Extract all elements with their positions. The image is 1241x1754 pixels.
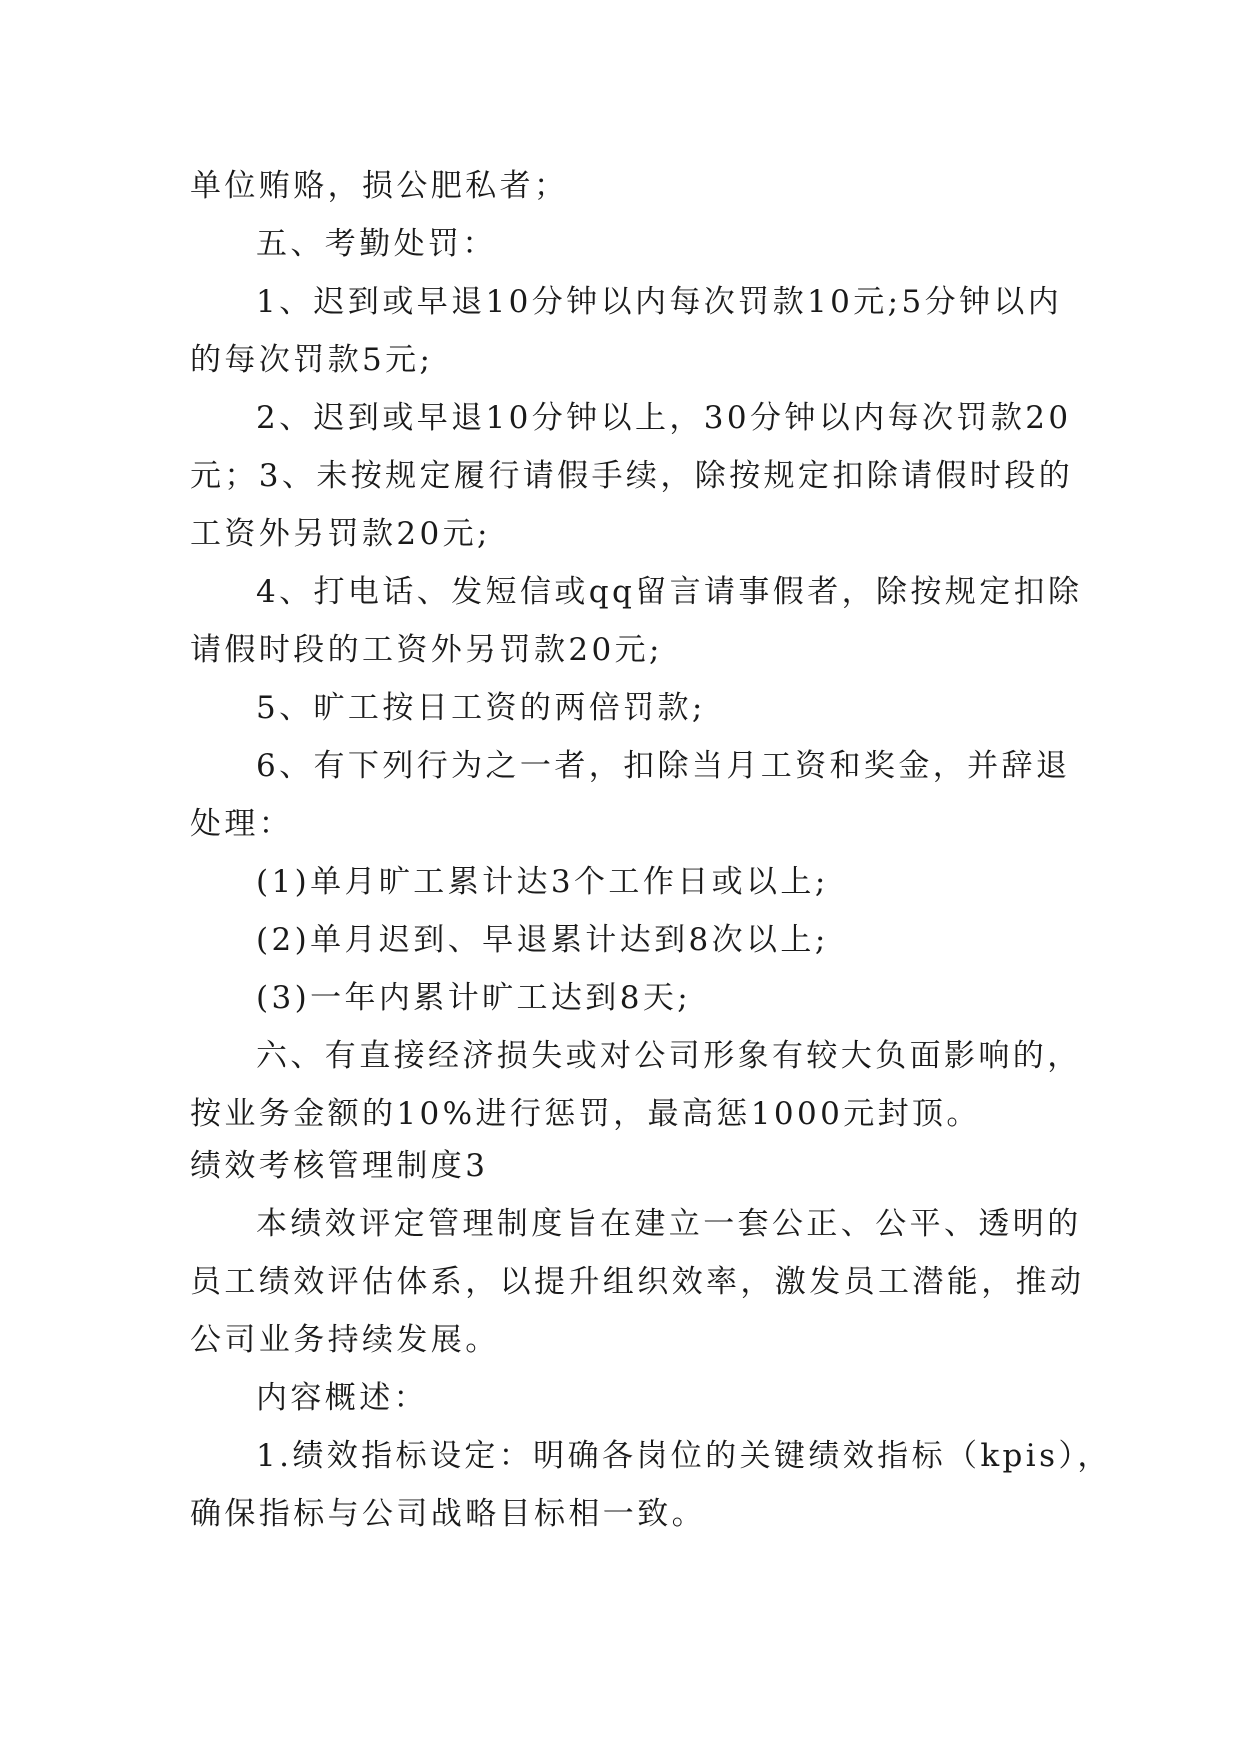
paragraph-line: 公司业务持续发展。 [190, 1322, 500, 1358]
paragraph-line: 本绩效评定管理制度旨在建立一套公正、公平、透明的 [256, 1206, 1082, 1242]
list-item-line: 6、有下列行为之一者，扣除当月工资和奖金，并辞退 [256, 748, 1071, 784]
section-heading: 六、有直接经济损失或对公司形象有较大负面影响的， [256, 1038, 1082, 1074]
list-item-line: 工资外另罚款20元; [190, 516, 491, 552]
section-heading: 五、考勤处罚： [256, 226, 497, 262]
list-item-line: 处理： [190, 806, 294, 842]
list-item-line: 请假时段的工资外另罚款20元; [190, 632, 663, 668]
paragraph-line: 单位贿赂，损公肥私者； [190, 168, 569, 204]
list-item-line: 5、旷工按日工资的两倍罚款; [256, 690, 706, 726]
paragraph-line: 员工绩效评估体系，以提升组织效率，激发员工潜能，推动 [190, 1264, 1085, 1300]
section-heading: 内容概述： [256, 1380, 428, 1416]
list-item-line: 1.绩效指标设定：明确各岗位的关键绩效指标（kpis）， [256, 1438, 1112, 1474]
paragraph-line: 按业务金额的10%进行惩罚，最高惩1000元封顶。 [190, 1096, 981, 1132]
list-item-line: 2、迟到或早退10分钟以上，30分钟以内每次罚款20 [256, 400, 1072, 436]
list-item-line: 的每次罚款5元; [190, 342, 434, 378]
sub-item-line: (3)一年内累计旷工达到8天; [256, 980, 692, 1016]
list-item-line: 4、打电话、发短信或qq留言请事假者，除按规定扣除 [256, 574, 1083, 610]
sub-item-line: (2)单月迟到、早退累计达到8次以上; [256, 922, 829, 958]
list-item-line: 确保指标与公司战略目标相一致。 [190, 1496, 706, 1532]
document-title: 绩效考核管理制度3 [190, 1148, 489, 1184]
list-item-line: 1、迟到或早退10分钟以内每次罚款10元;5分钟以内 [256, 284, 1063, 320]
sub-item-line: (1)单月旷工累计达3个工作日或以上; [256, 864, 829, 900]
list-item-line: 元；3、未按规定履行请假手续，除按规定扣除请假时段的 [190, 458, 1074, 494]
